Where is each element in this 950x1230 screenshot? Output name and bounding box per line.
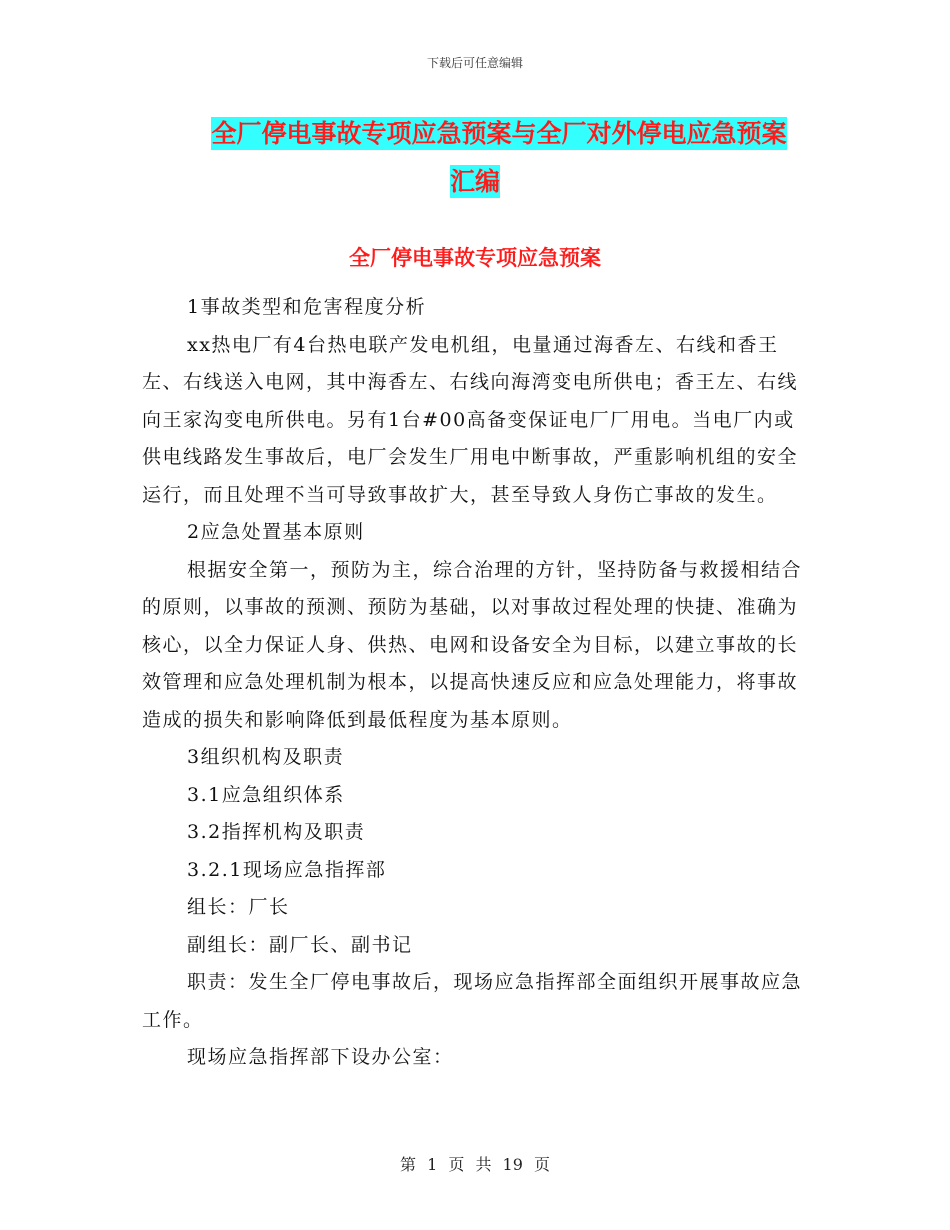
heading-organization: 3组织机构及职责	[187, 746, 345, 768]
document-body	[142, 289, 807, 1077]
heading-basic-principles: 2应急处置基本原则	[187, 521, 365, 543]
line-office-setup: 现场应急指挥部下设办公室：	[187, 1046, 454, 1068]
heading-hazard-analysis: 1事故类型和危害程度分析	[187, 296, 427, 318]
title-line-2: 汇编	[449, 167, 500, 196]
title-line-1: 全厂停电事故专项应急预案与全厂对外停电应急预案	[211, 119, 787, 148]
paragraph-principles: 根据安全第一，预防为主，综合治理的方针，坚持防备与救援相结合的原则，以事故的预测、预防为基础，以对事故过程处理的快捷、准确为核心，以全力保证人身、供热、电网和设备安全为目标，以建立事故的长效管理和应急处理机制为根本，以提高快速反应和应急处理能力，将事故造成的损失和影响降低到最低程度为基本原则。	[142, 558, 803, 731]
paragraph-responsibilities: 职责：发生全厂停电事故后，现场应急指挥部全面组织开展事故应急工作。	[142, 971, 803, 1031]
heading-emergency-system: 3.1应急组织体系	[187, 783, 345, 806]
paragraph-plant-overview: xx热电厂有4台热电联产发电机组，电量通过海香左、右线和香王左、右线送入电网，其中海香左、右线向海湾变电所供电；香王左、右线向王家沟变电所供电。另有1台#00高备变保证电厂厂用电。当电厂内或供电线路发生事故后，电厂会发生厂用电中断事故，严重影响机组的安全运行，而且处理不当可导致事故扩大，甚至导致人身伤亡事故的发生。	[142, 333, 799, 506]
heading-onsite-command: 3.2.1现场应急指挥部	[187, 858, 387, 881]
line-deputy-leader: 副组长：副厂长、副书记	[187, 933, 413, 956]
line-team-leader: 组长：厂长	[187, 896, 290, 918]
section-title: 全厂停电事故专项应急预案	[349, 246, 601, 270]
document-title	[0, 110, 950, 206]
header-note: 下载后可任意编辑	[426, 56, 523, 70]
heading-command-structure: 3.2指挥机构及职责	[187, 821, 366, 843]
page-number-footer: 第 1 页 共 19 页	[400, 1155, 550, 1174]
